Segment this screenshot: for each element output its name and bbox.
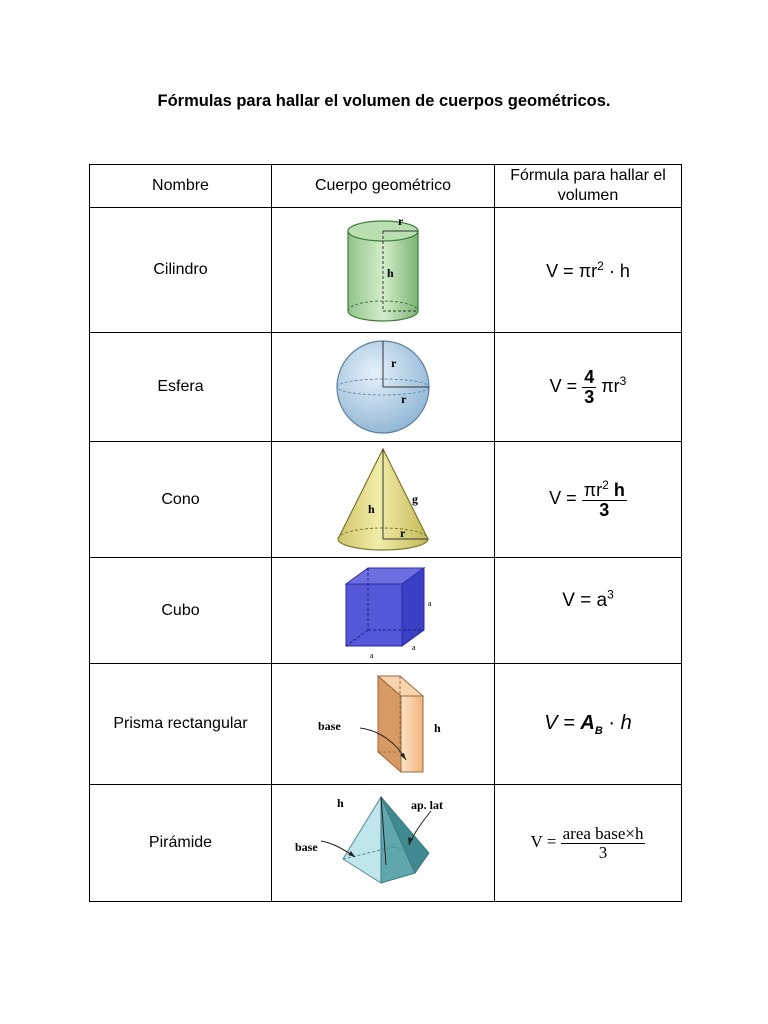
- formula-denominator: 3: [598, 842, 608, 862]
- formula-lhs: V =: [549, 375, 578, 396]
- cylinder-label-h: h: [387, 266, 394, 280]
- cube-illustration: [328, 562, 438, 660]
- formula-denominator: 3: [584, 386, 595, 407]
- formula-cono: [495, 442, 682, 558]
- formula-lhs: V =: [544, 711, 575, 734]
- formula-tail: · h: [608, 260, 630, 281]
- cone-illustration: [328, 445, 438, 555]
- table-header-row: [90, 165, 682, 208]
- volume-formulas-table: [89, 164, 682, 902]
- formula-tail: · h: [608, 711, 632, 734]
- cylinder-label-r: r: [398, 214, 404, 228]
- formula-esfera: [495, 333, 682, 442]
- page-title: Fórmulas para hallar el volumen de cuerpos geométricos.: [157, 92, 611, 110]
- cube-figure-cell: [272, 558, 495, 664]
- formula-num-tail: h: [608, 480, 625, 501]
- formula-denominator: 3: [599, 500, 610, 520]
- formula-fraction: [582, 368, 596, 407]
- formula-exponent: 3: [607, 588, 614, 602]
- formula-cilindro: [495, 208, 682, 333]
- cylinder-illustration: [323, 211, 443, 329]
- formula-lhs: V =: [549, 488, 577, 509]
- prism-label-base: base: [318, 719, 341, 733]
- formula-main: πr: [601, 375, 620, 396]
- cube-label-a-side: a: [428, 598, 432, 608]
- formula-fraction: [582, 479, 627, 520]
- formula-cubo: [495, 558, 682, 664]
- cone-label-h: h: [368, 501, 375, 516]
- sphere-figure-cell: [272, 333, 495, 442]
- cube-label-a-bottom: a: [370, 650, 374, 660]
- cone-label-g: g: [412, 491, 418, 506]
- sphere-label-r-horizontal: r: [401, 392, 407, 406]
- formula-main: πr: [578, 260, 598, 281]
- formula-num-exponent: 2: [602, 478, 609, 493]
- formula-num-main: πr: [583, 480, 603, 501]
- table-row: [90, 664, 682, 785]
- row-name-prisma: Prisma rectangular: [90, 664, 272, 785]
- table-row: [90, 442, 682, 558]
- pyramid-illustration: [293, 791, 473, 895]
- formula-main: V = a: [562, 590, 608, 612]
- row-name-cubo: Cubo: [90, 558, 272, 664]
- sphere-label-r-vertical: r: [391, 356, 397, 370]
- row-name-esfera: Esfera: [90, 333, 272, 442]
- formula-lhs: V =: [530, 831, 557, 851]
- cylinder-figure-cell: [272, 208, 495, 333]
- row-name-cono: Cono: [90, 442, 272, 558]
- table-row: [90, 333, 682, 442]
- formula-exponent: 2: [597, 258, 604, 273]
- table-row: [90, 785, 682, 902]
- cone-label-r: r: [400, 525, 406, 540]
- formula-numerator: [582, 479, 627, 501]
- header-formula: Fórmula para hallar el volumen: [495, 165, 682, 208]
- pyramid-label-base: base: [295, 840, 318, 854]
- formula-numerator: area base×h: [562, 823, 644, 843]
- cube-label-a-depth: a: [412, 642, 416, 652]
- formula-subscript: B: [594, 724, 603, 737]
- formula-lhs: V =: [546, 260, 574, 281]
- pyramid-figure-cell: [272, 785, 495, 902]
- formula-numerator: 4: [584, 366, 595, 387]
- table-row: [90, 558, 682, 664]
- sphere-illustration: [333, 337, 433, 437]
- prism-label-h: h: [434, 721, 441, 735]
- header-cuerpo: Cuerpo geométrico: [272, 165, 495, 208]
- table-row: [90, 208, 682, 333]
- formula-fraction: [561, 825, 646, 862]
- prism-illustration: [308, 668, 458, 780]
- pyramid-label-ap-lat: ap. lat: [411, 798, 444, 812]
- formula-exponent: 3: [619, 373, 627, 388]
- formula-piramide: [495, 785, 682, 902]
- header-nombre: Nombre: [90, 165, 272, 208]
- formula-main: A: [580, 711, 595, 734]
- row-name-piramide: Pirámide: [90, 785, 272, 902]
- row-name-cilindro: Cilindro: [90, 208, 272, 333]
- prism-figure-cell: [272, 664, 495, 785]
- cone-figure-cell: [272, 442, 495, 558]
- pyramid-label-h: h: [337, 796, 344, 810]
- formula-prisma: [495, 664, 682, 785]
